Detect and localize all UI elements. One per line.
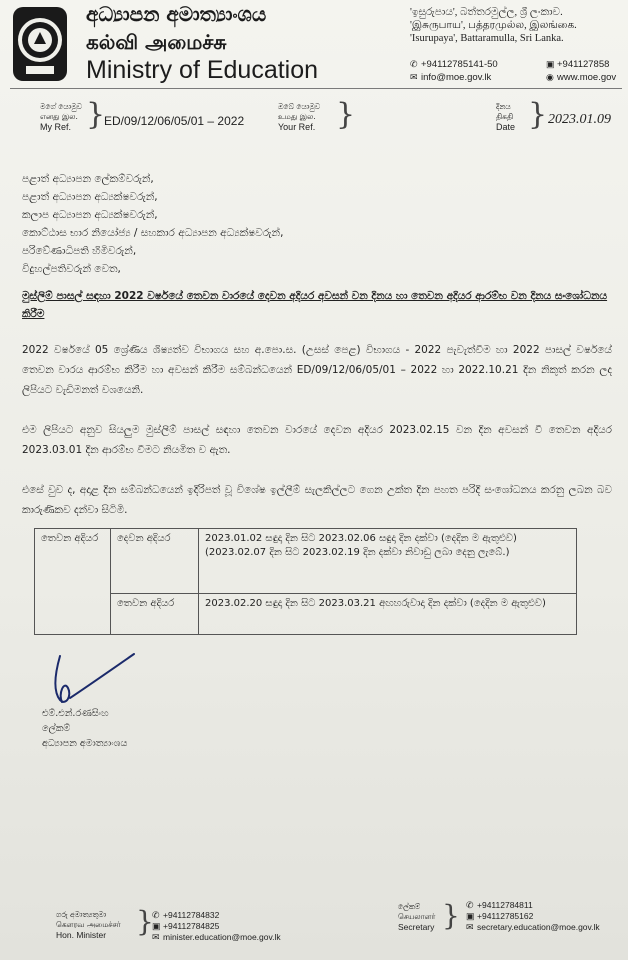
ministry-name-tamil: கல்வி அமைச்சு <box>86 30 227 54</box>
fax-number: +941127858 <box>557 59 610 70</box>
your-ref-sinhala: ඔබේ යොමුව <box>278 102 321 111</box>
phone-number: +94112785141-50 <box>421 59 498 70</box>
detail-line: 2023.01.02 සඳුදා දින සිට 2023.02.06 සඳුදා දින දක්වා (දෙදින ම ඇතුළුව) <box>205 533 517 544</box>
date-tamil: திகதி <box>496 112 514 121</box>
addressee-line: පළාත් අධ්‍යාපන ලේකම්වරුන්, <box>22 173 154 185</box>
minister-phone: +94112784832 <box>163 910 220 920</box>
ministry-contact <box>410 58 617 84</box>
minister-label <box>56 910 121 940</box>
minister-tamil: கௌரவ அமைச்சர் <box>56 920 121 929</box>
minister-fax: +94112784825 <box>163 921 220 931</box>
secretary-contact <box>466 900 600 933</box>
phone-icon: ✆ <box>410 59 418 69</box>
ministry-name-english: Ministry of Education <box>86 56 319 84</box>
secretary-english: Secretary <box>398 922 435 932</box>
my-ref-label <box>40 102 82 132</box>
address-sinhala: 'ඉසුරුපාය', බත්තරමුල්ල, ශ්‍රී ලංකාව. <box>410 7 563 18</box>
addressee-line: පරිවේණාධිපති හිමිවරුන්, <box>22 245 137 257</box>
table-row <box>35 594 577 635</box>
table-row <box>35 529 577 594</box>
secretary-phone: +94112784811 <box>477 900 533 910</box>
addressee-line: විදුහල්පතිවරුන් වෙත, <box>22 263 121 275</box>
handwritten-signature <box>48 650 148 710</box>
your-ref-english: Your Ref. <box>278 122 316 132</box>
minister-sinhala: ගරු අමාත්‍යතුමා <box>56 910 107 919</box>
your-ref-label <box>278 102 320 132</box>
minister-email: minister.education@moe.gov.lk <box>163 932 281 942</box>
signatory-office: අධ්‍යාපන අමාත්‍යාංශය <box>42 738 128 749</box>
website: www.moe.gov <box>557 72 617 83</box>
letter-subject: මුස්ලිම් පාසල් සඳහා 2022 වර්ෂයේ තෙවන වාරයේ දෙවන අදියර අවසන් වන දිනය හා තෙවන අදියර ආරම්භ වන දිනය සංශෝධනය කිරීම <box>22 290 608 320</box>
secretary-brace: } <box>442 899 460 932</box>
my-ref-english: My Ref. <box>40 122 72 132</box>
addressee-list <box>22 170 283 278</box>
date-label <box>496 102 515 132</box>
email-icon: ✉ <box>152 932 160 942</box>
minister-contact <box>152 910 281 943</box>
phase-cell: තෙවන අදියර <box>111 594 199 635</box>
fax-icon: ▣ <box>152 921 161 931</box>
signatory-block <box>42 706 127 751</box>
secretary-tamil: செயலாளர் <box>398 912 436 921</box>
ministry-name-block <box>86 4 318 83</box>
signatory-title: ලේකම් <box>42 723 71 734</box>
addressee-line: කලාප අධ්‍යාපන අධ්‍යක්ෂවරුන්, <box>22 209 158 221</box>
secretary-sinhala: ලේකම් <box>398 902 421 911</box>
my-ref-sinhala: මගේ යොමුව <box>40 102 82 111</box>
minister-english: Hon. Minister <box>56 930 107 940</box>
email-icon: ✉ <box>410 72 418 82</box>
header-divider <box>10 88 622 89</box>
email-icon: ✉ <box>466 922 474 932</box>
fax-icon: ▣ <box>466 911 475 921</box>
ministry-address <box>410 6 628 45</box>
ministry-seal-logo <box>12 6 68 82</box>
my-ref-brace: } <box>86 97 106 132</box>
minister-brace: } <box>136 905 154 938</box>
date-value: 2023.01.09 <box>548 112 611 127</box>
detail-cell: 2023.02.20 සඳුදා දින සිට 2023.03.21 අඟහරුවාදා දින දක්වා (දෙදින ම ඇතුළුව) <box>199 594 577 635</box>
email-address: info@moe.gov.lk <box>421 72 492 83</box>
your-ref-tamil: உமது இல. <box>278 112 316 121</box>
letter-footer <box>0 896 628 960</box>
web-icon: ◉ <box>546 72 554 82</box>
addressee-line: කොට්ඨාස භාර නියෝජ්‍ය / සහකාර අධ්‍යාපන අධ්‍යක්ෂවරුන්, <box>22 227 284 239</box>
secretary-label <box>398 902 435 932</box>
body-paragraph-3: එසේ වුව ද, අදාළ දින සම්බන්ධයෙන් ඉදිරිපත් වූ විශේෂ ඉල්ලීම් සැලකිල්ලට ගෙන උක්ත දින පහත පරිදි සංශෝධනය කරනු ලබන බව කාරුණිකව දන්වා සිටිමි. <box>22 484 612 516</box>
term-cell: තෙවන අදියර <box>35 529 111 635</box>
body-paragraph-2: එම ලිපියට අනුව සියලුම මුස්ලිම් පාසල් සඳහා තෙවන වාරයේ දෙවන අදියර 2023.02.15 වන දින අවසන් වී තෙවන අදියර 2023.03.01 දින ආරම්භ වීමට නියමිත ව ඇත. <box>22 424 612 456</box>
detail-cell <box>199 529 577 594</box>
date-english: Date <box>496 122 516 132</box>
phase-cell: දෙවන අදියර <box>111 529 199 594</box>
phone-icon: ✆ <box>152 910 160 920</box>
my-ref-tamil: எனது இல. <box>40 112 78 121</box>
fax-icon: ▣ <box>546 59 555 69</box>
detail-line: (2023.02.07 දින සිට 2023.02.19 දින දක්වා නිවාඩු ලබා දෙනු ලැබේ.) <box>205 547 510 558</box>
signatory-name: එම්.එන්.රණසිංහ <box>42 708 109 719</box>
address-tamil: 'இசுருபாய', பத்தரமுல்ல, இலங்கை. <box>410 20 577 31</box>
ministry-name-sinhala: අධ්‍යාපන අමාත්‍යාංශය <box>86 2 267 26</box>
secretary-email: secretary.education@moe.gov.lk <box>477 922 600 932</box>
your-ref-brace: } <box>336 97 356 132</box>
schedule-table <box>34 528 577 635</box>
secretary-fax: +94112785162 <box>477 911 534 921</box>
date-sinhala: දිනය <box>496 102 511 111</box>
body-paragraph-1: 2022 වර්ෂයේ 05 ශ්‍රේණිය ශිෂ්‍යත්ව විභාගය සහ අ.පො.ස. (උසස් පෙළ) විභාගය - 2022 පැවැත්වීම හා 2022 පාසල් වර්ෂයේ තෙවන වාරය ආරම්භ කිරීම හා අවසන් කිරීම සම්බන්ධයෙන් ED/09/12/06/05/01 – 2022 හා 2022.10.21 දින නිකුත් කරන ලද ලිපියට වැඩිමනත් වශයෙනි. <box>22 344 612 396</box>
address-english: 'Isurupaya', Battaramulla, Sri Lanka. <box>410 33 564 44</box>
date-brace: } <box>528 97 548 132</box>
my-ref-value: ED/09/12/06/05/01 – 2022 <box>104 114 245 128</box>
addressee-line: පළාත් අධ්‍යාපන අධ්‍යක්ෂවරුන්, <box>22 191 158 203</box>
phone-icon: ✆ <box>466 900 474 910</box>
